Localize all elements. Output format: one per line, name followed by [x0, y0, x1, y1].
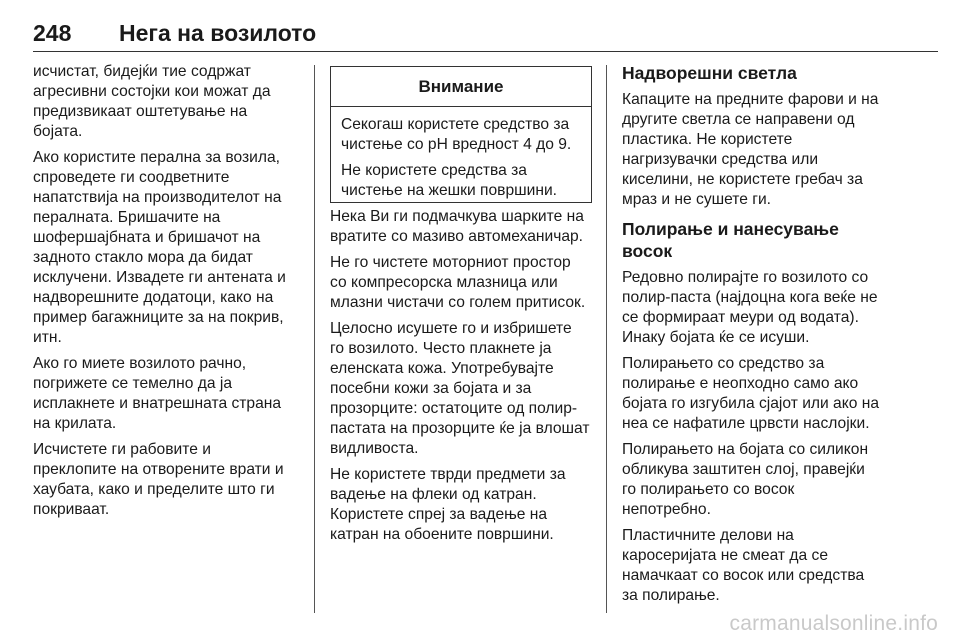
text-line: катран на обоените површини. — [330, 526, 554, 543]
text-line: другите светла се направени од — [622, 111, 855, 128]
column-right — [622, 62, 888, 612]
text-line: Целосно исушете го и избришете — [330, 320, 572, 337]
header-rule — [33, 51, 938, 52]
text-line: непотребно. — [622, 501, 711, 518]
text-line: мраз и не сушете ги. — [622, 191, 771, 208]
text-line: чистење на жешки површини. — [341, 182, 557, 199]
text-line: вадење на флеки од катран. — [330, 486, 537, 503]
text-line: хаубата, како и пределите што ги — [33, 481, 275, 498]
paragraph — [341, 115, 583, 155]
text-line: полирање е неопходно само ако — [622, 375, 859, 392]
text-line: со компресорска млазница или — [330, 274, 558, 291]
text-line: го возилото. Често плакнете ја — [330, 340, 552, 357]
text-line: намачкаат со восок или средства — [622, 567, 865, 584]
text-line: видливоста. — [330, 440, 419, 457]
watermark: carmanualsonline.info — [729, 612, 938, 635]
notice-body — [331, 107, 591, 201]
column-divider — [314, 65, 315, 613]
text-line: исплакнете и внатрешната страна — [33, 395, 282, 412]
text-line: на крилата. — [33, 415, 117, 432]
text-line: Полирањето со средство за — [622, 355, 825, 372]
text-line: неа се нафатиле црвсти наслојки. — [622, 415, 870, 432]
text-line: пастата на прозорците ќе ја влошат — [330, 420, 590, 437]
chapter-title: Нега на возилото — [119, 20, 317, 46]
paragraph — [622, 268, 888, 348]
text-line: прозорците: остатоците од полир- — [330, 400, 578, 417]
text-line: нагризувачки средства или — [622, 151, 819, 168]
text-line: итн. — [33, 329, 62, 346]
text-line: пример багажниците за на покрив, — [33, 309, 284, 326]
section-exterior-lights — [622, 90, 888, 210]
text-line: спроведете ги соодветните — [33, 169, 230, 186]
text-line: преклопите на отворените врати и — [33, 461, 284, 478]
column-divider — [606, 65, 607, 613]
paragraph — [341, 161, 583, 201]
paragraph — [33, 354, 298, 434]
text-line: напатствија на производителот на — [33, 189, 282, 206]
text-line: бојата. — [33, 123, 83, 140]
paragraph — [622, 354, 888, 434]
text-line: Инаку бојата ќе се исуши. — [622, 329, 810, 346]
text-line: млазни чистачи со голем притисок. — [330, 294, 586, 311]
text-line: исчистат, бидејќи тие содржат — [33, 63, 251, 80]
text-line: Ако користите перална за возила, — [33, 149, 280, 166]
page-header — [33, 16, 938, 52]
notice-box — [330, 66, 592, 203]
section-heading-exterior-lights: Надворешни светла — [622, 63, 797, 83]
text-line: вратите со мазиво автомеханичар. — [330, 228, 584, 245]
text-line: исклучени. Извадете ги антената и — [33, 269, 286, 286]
paragraph — [330, 253, 592, 313]
section-polishing — [622, 268, 888, 606]
text-line: Редовно полирајте го возилото со — [622, 269, 869, 286]
text-line: пластика. Не користете — [622, 131, 793, 148]
text-line: задното стакло мора да бидат — [33, 249, 253, 266]
paragraph — [622, 526, 888, 606]
paragraph — [33, 62, 298, 142]
text-line: предизвикаат оштетување на — [33, 103, 248, 120]
text-line: покриваат. — [33, 501, 110, 518]
text-line: Не користете тврди предмети за — [330, 466, 566, 483]
text-line: Секогаш користете средство за — [341, 116, 570, 133]
text-line: бојата го изгубила сјајот или ако на — [622, 395, 879, 412]
text-line: за полирање. — [622, 587, 720, 604]
page-number: 248 — [33, 20, 72, 46]
paragraph — [33, 148, 298, 348]
text-line: агресивни состојки кои можат да — [33, 83, 271, 100]
text-line: погрижете се темелно да ја — [33, 375, 233, 392]
text-line: посебни кожи за бојата и за — [330, 380, 532, 397]
paragraph — [33, 440, 298, 520]
text-line: чистење со pH вредност 4 до 9. — [341, 136, 572, 153]
column-middle — [330, 207, 592, 551]
text-line: Не го чистете моторниот простор — [330, 254, 571, 271]
text-line: Користете спреј за вадење на — [330, 506, 548, 523]
column-left — [33, 62, 298, 526]
text-line: Исчистете ги рабовите и — [33, 441, 211, 458]
notice-title: Внимание — [331, 67, 591, 107]
paragraph — [622, 440, 888, 520]
text-line: Нека Ви ги подмачкува шарките на — [330, 208, 584, 225]
text-line: киселини, не користете гребач за — [622, 171, 863, 188]
text-line: го полирањето со восок — [622, 481, 795, 498]
text-line: шофершајбната и бришачот на — [33, 229, 261, 246]
text-line: обликува заштитен слој, правејќи — [622, 461, 865, 478]
paragraph — [330, 207, 592, 247]
paragraph — [330, 319, 592, 459]
text-line: каросеријата не смеат да се — [622, 547, 828, 564]
text-line: Не користете средства за — [341, 162, 527, 179]
paragraph — [622, 90, 888, 210]
text-line: Капаците на предните фарови и на — [622, 91, 879, 108]
text-line: еленската кожа. Употребувајте — [330, 360, 554, 377]
paragraph — [330, 465, 592, 545]
text-line: Пластичните делови на — [622, 527, 794, 544]
text-line: пералната. Бришачите на — [33, 209, 221, 226]
text-line: полир-паста (најдоцна кога веќе не — [622, 289, 878, 306]
text-line: надворешните додатоци, како на — [33, 289, 274, 306]
section-heading-polishing: Полирање и нанесување восок — [622, 219, 839, 261]
text-line: се формираат меури од водата). — [622, 309, 859, 326]
text-line: Ако го миете возилото рачно, — [33, 355, 247, 372]
text-line: Полирањето на бојата со силикон — [622, 441, 869, 458]
